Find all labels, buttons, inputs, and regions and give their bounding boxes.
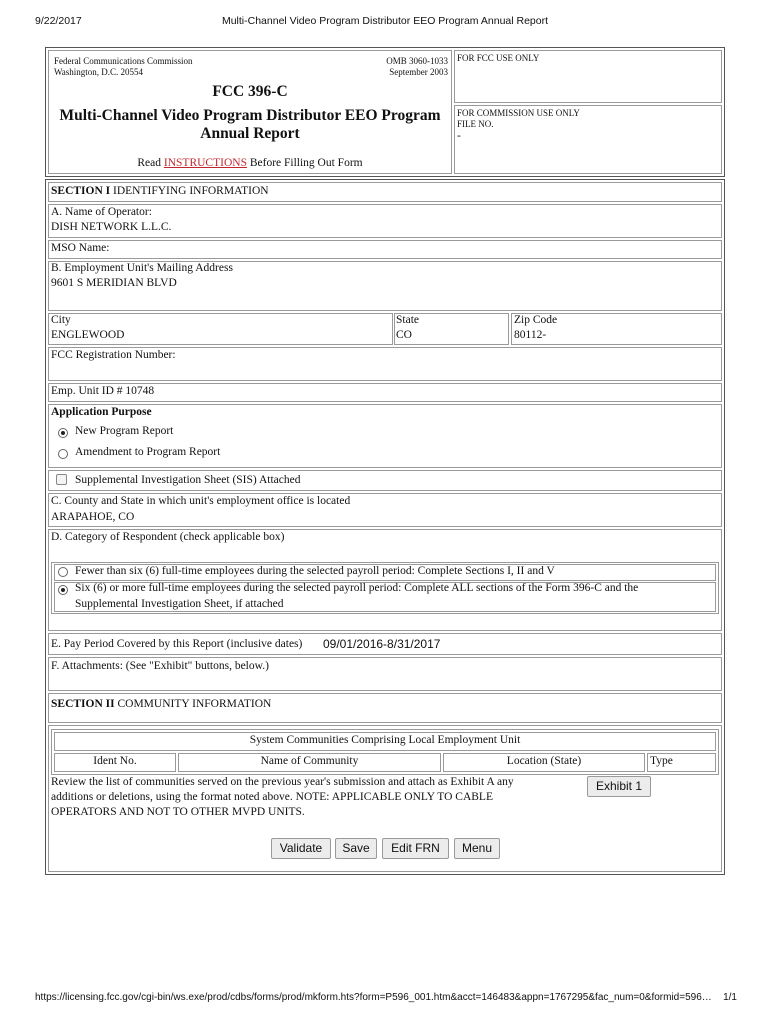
county-label: C. County and State in which unit's employment office is located bbox=[51, 495, 351, 507]
file-no-label: FILE NO. bbox=[457, 119, 494, 129]
print-header bbox=[0, 15, 770, 31]
zip-value[interactable]: 80112- bbox=[514, 329, 547, 341]
purpose-label: Application Purpose bbox=[51, 406, 152, 418]
pay-period-value[interactable]: 09/01/2016-8/31/2017 bbox=[323, 637, 441, 651]
print-title: Multi-Channel Video Program Distributor EEO Program Annual Report bbox=[221, 15, 549, 27]
review-text-1: Review the list of communities served on the previous year's submission and attach as Exhibit A any bbox=[51, 776, 514, 788]
col-ident: Ident No. bbox=[93, 755, 137, 767]
fcc-use-only-label: FOR FCC USE ONLY bbox=[457, 53, 540, 63]
pay-period-label: E. Pay Period Covered by this Report (inclusive dates) bbox=[51, 638, 303, 650]
menu-button[interactable]: Menu bbox=[454, 838, 500, 859]
commission-use-only-label: FOR COMMISSION USE ONLY bbox=[457, 108, 580, 118]
omb-date: September 2003 bbox=[389, 67, 448, 77]
sis-checkbox[interactable] bbox=[56, 474, 67, 485]
print-date: 9/22/2017 bbox=[35, 15, 82, 27]
purpose-amend-radio[interactable] bbox=[58, 449, 68, 459]
cat-six-radio[interactable] bbox=[58, 585, 68, 595]
section2-heading-rest: COMMUNITY INFORMATION bbox=[114, 698, 272, 710]
state-value[interactable]: CO bbox=[396, 329, 412, 341]
cat-six-label-2: Supplemental Investigation Sheet, if attached bbox=[75, 598, 284, 610]
col-name: Name of Community bbox=[260, 755, 359, 767]
save-button[interactable]: Save bbox=[335, 838, 377, 859]
section2-heading-bold: SECTION II bbox=[51, 698, 115, 710]
agency-name: Federal Communications Commission bbox=[54, 56, 193, 66]
cat-fewer-label: Fewer than six (6) full-time employees during the selected payroll period: Complete Sections I, II and V bbox=[75, 565, 555, 577]
print-footer bbox=[0, 992, 770, 1008]
section2-heading bbox=[51, 698, 271, 710]
section1-heading-rest: IDENTIFYING INFORMATION bbox=[110, 185, 269, 197]
print-page-number: 1/1 bbox=[723, 992, 737, 1003]
communities-table-title: System Communities Comprising Local Employment Unit bbox=[249, 734, 521, 746]
attachments-label: F. Attachments: (See "Exhibit" buttons, below.) bbox=[51, 660, 269, 672]
section1-heading bbox=[51, 185, 269, 197]
file-no-value: - bbox=[457, 130, 461, 142]
mso-label: MSO Name: bbox=[51, 242, 110, 254]
state-label: State bbox=[396, 314, 419, 326]
form-number: FCC 396-C bbox=[212, 83, 288, 100]
agency-address: Washington, D.C. 20554 bbox=[54, 67, 144, 77]
read-prefix: Read bbox=[137, 157, 164, 169]
review-text-2: additions or deletions, using the format noted above. NOTE: APPLICABLE ONLY TO CABLE bbox=[51, 791, 493, 803]
purpose-new-label: New Program Report bbox=[75, 425, 174, 437]
city-value[interactable]: ENGLEWOOD bbox=[51, 329, 125, 341]
edit-frn-button[interactable]: Edit FRN bbox=[382, 838, 449, 859]
sis-label: Supplemental Investigation Sheet (SIS) Attached bbox=[75, 474, 301, 486]
omb-number: OMB 3060-1033 bbox=[386, 56, 448, 66]
frn-label: FCC Registration Number: bbox=[51, 349, 176, 361]
section1-heading-bold: SECTION I bbox=[51, 185, 111, 197]
address-label: B. Employment Unit's Mailing Address bbox=[51, 262, 233, 274]
print-url: https://licensing.fcc.gov/cgi-bin/ws.exe/prod/cdbs/forms/prod/mkform.hts?form=P596_001.htm&acct=146483&appn=1767295&fac_num=0&formid=596… bbox=[35, 992, 712, 1003]
validate-button[interactable]: Validate bbox=[271, 838, 331, 859]
col-location: Location (State) bbox=[506, 755, 582, 767]
operator-value[interactable]: DISH NETWORK L.L.C. bbox=[51, 221, 172, 233]
form-title-line2: Annual Report bbox=[200, 125, 300, 142]
zip-label: Zip Code bbox=[514, 314, 558, 326]
col-type: Type bbox=[650, 755, 673, 767]
purpose-new-radio[interactable] bbox=[58, 428, 68, 438]
exhibit-1-button[interactable]: Exhibit 1 bbox=[587, 776, 651, 797]
review-text-3: OPERATORS AND NOT TO OTHER MVPD UNITS. bbox=[51, 806, 305, 818]
read-suffix: Before Filling Out Form bbox=[246, 157, 363, 169]
operator-label: A. Name of Operator: bbox=[51, 206, 152, 218]
cat-fewer-radio[interactable] bbox=[58, 567, 68, 577]
form-title-line1: Multi-Channel Video Program Distributor EEO Program bbox=[59, 107, 441, 124]
cat-six-label-1: Six (6) or more full-time employees during the selected payroll period: Complete ALL sections of the Form 396-C and the bbox=[75, 582, 639, 594]
read-instructions bbox=[48, 157, 452, 169]
purpose-amend-label: Amendment to Program Report bbox=[75, 446, 221, 458]
emp-unit-id: Emp. Unit ID # 10748 bbox=[51, 385, 155, 397]
mso-cell bbox=[48, 240, 722, 259]
address-value[interactable]: 9601 S MERIDIAN BLVD bbox=[51, 277, 177, 289]
instructions-link[interactable]: INSTRUCTIONS bbox=[163, 157, 247, 169]
category-label: D. Category of Respondent (check applicable box) bbox=[51, 531, 285, 543]
city-label: City bbox=[51, 314, 71, 326]
county-value[interactable]: ARAPAHOE, CO bbox=[51, 511, 135, 523]
